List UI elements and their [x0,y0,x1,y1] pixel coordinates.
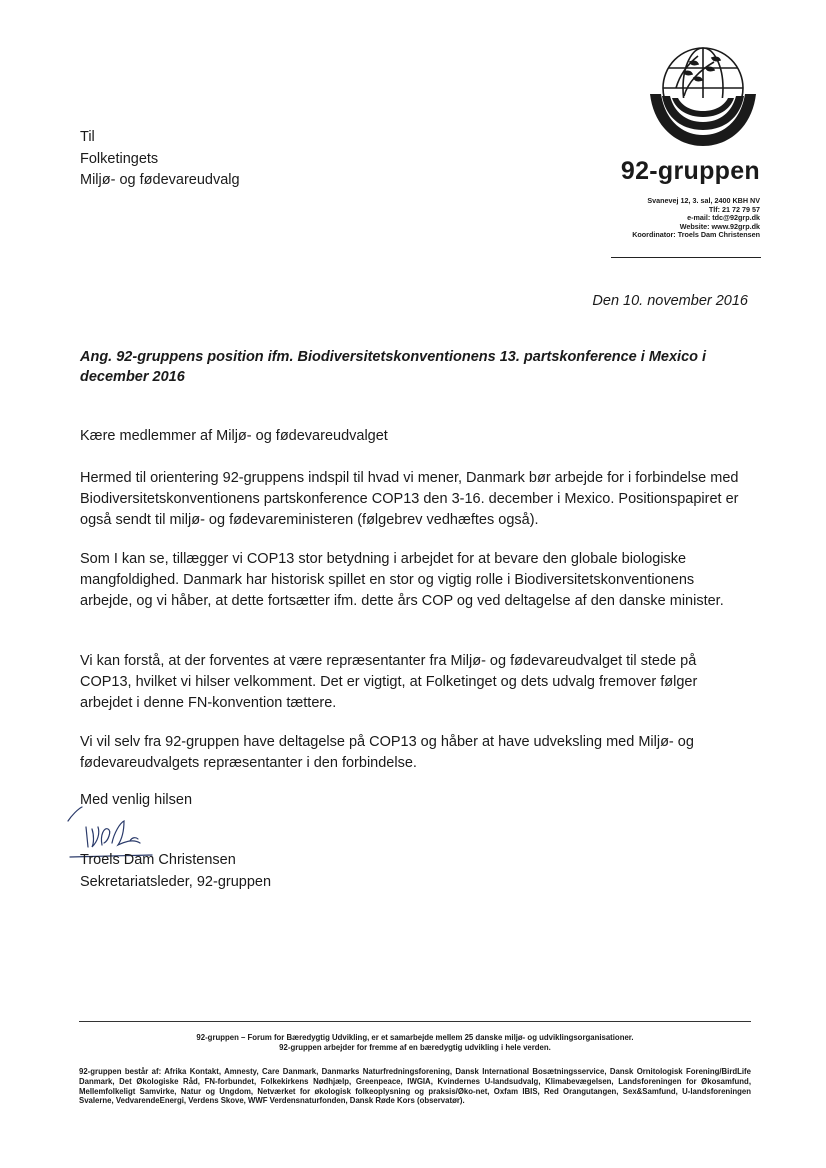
body-paragraph-3: Vi kan forstå, at der forventes at være repræsentanter fra Miljø- og fødevareudvalget til stede på COP13, hvilket vi hilser velkomment. Det er vigtigt, at Folketinget og dets udvalg fremover følger arbejdet i denne FN-konvention tættere. [80,653,698,711]
recipient-line-3: Miljø- og fødevareudvalg [80,172,240,188]
recipient-line-2: Folketingets [80,150,159,167]
signer-title: Sekretariatsleder, 92-gruppen [80,874,272,890]
footer-forum-line-1: 92-gruppen – Forum for Bæredygtig Udvikling, er et samarbejde mellem 25 danske miljø- og udviklingsorganisationer. [196,1033,634,1042]
contact-phone: Tlf: 21 72 79 57 [708,204,760,214]
letter-subject: Ang. 92-gruppens position ifm. Biodiversitetskonventionens 13. partskonference i Mexico i december 2016 [80,349,707,385]
contact-email: e-mail: tdc@92grp.dk [687,213,760,223]
letter-date: Den 10. november 2016 [592,293,748,309]
body-paragraph-4: Vi vil selv fra 92-gruppen have deltagelse på COP13 og håber at have udveksling med Miljø- og fødevareudvalgets repræsentanter i den forbindelse. [80,734,694,771]
footer-forum-text [79,1033,751,1053]
recipient-block [80,127,240,192]
recipient-line-1: Til [80,129,95,145]
footer-forum-line-2: 92-gruppen arbejder for fremme af en bæredygtig udvikling i hele verden. [279,1043,551,1052]
body-paragraph-2: Som I kan se, tillægger vi COP13 stor betydning i arbejdet for at bevare den globale biologiske mangfoldighed. Danmark har historisk spillet en stor og vigtig rolle i Biodiversitetskonventionens arbejde, og vi håber, at dette fortsætter ifm. dette års COP og ved deltagelse af den danske minister. [80,551,724,609]
footer-divider [79,1021,751,1022]
org-name: 92-gruppen [620,157,760,185]
letter-greeting: Kære medlemmer af Miljø- og fødevareudvalget [80,428,388,444]
signer-name: Troels Dam Christensen [80,852,236,868]
contact-website: Website: www.92grp.dk [679,221,760,231]
contact-address: Svanevej 12, 3. sal, 2400 KBH NV [647,196,760,205]
contact-block [560,197,760,240]
body-paragraph-1: Hermed til orientering 92-gruppens indspil til hvad vi mener, Danmark bør arbejde for i forbindelse med Biodiversitetskonventionens partskonference COP13 den 3-16. december i Mexico. Positionspapiret er også sendt til miljø- og fødevareministeren (følgebrev vedhæftes også). [80,470,739,528]
contact-coordinator: Koordinator: Troels Dam Christensen [632,230,760,240]
footer-members-text: 92-gruppen består af: Afrika Kontakt, Amnesty, Care Danmark, Danmarks Naturfredningsforening, Dansk International Bosætningsservice, Dansk Ornitologisk Forening/BirdLife Danmark, Det Økologiske Råd, FN-forbundet, Folkekirkens Nødhjælp, Greenpeace, IWGIA, Kvindernes U-landsudvalg, Klimabevægelsen, Landsforeningen for Økosamfund, Mellemfolkeligt Samvirke, Natur og Ungdom, Netværket for økologisk folkeoplysning og praksis/Øko-net, Oxfam IBIS, Red Orangutangen, Sex&Samfund, U-landsforeningen Svalerne, VedvarendeEnergi, Verdens Skove, WWF Verdensnaturfonden, Dansk Røde Kors (observatør). [79,1067,751,1106]
globe-hands-logo-icon [648,40,758,148]
letter-closing: Med venlig hilsen [80,792,193,808]
contact-divider [611,257,761,258]
